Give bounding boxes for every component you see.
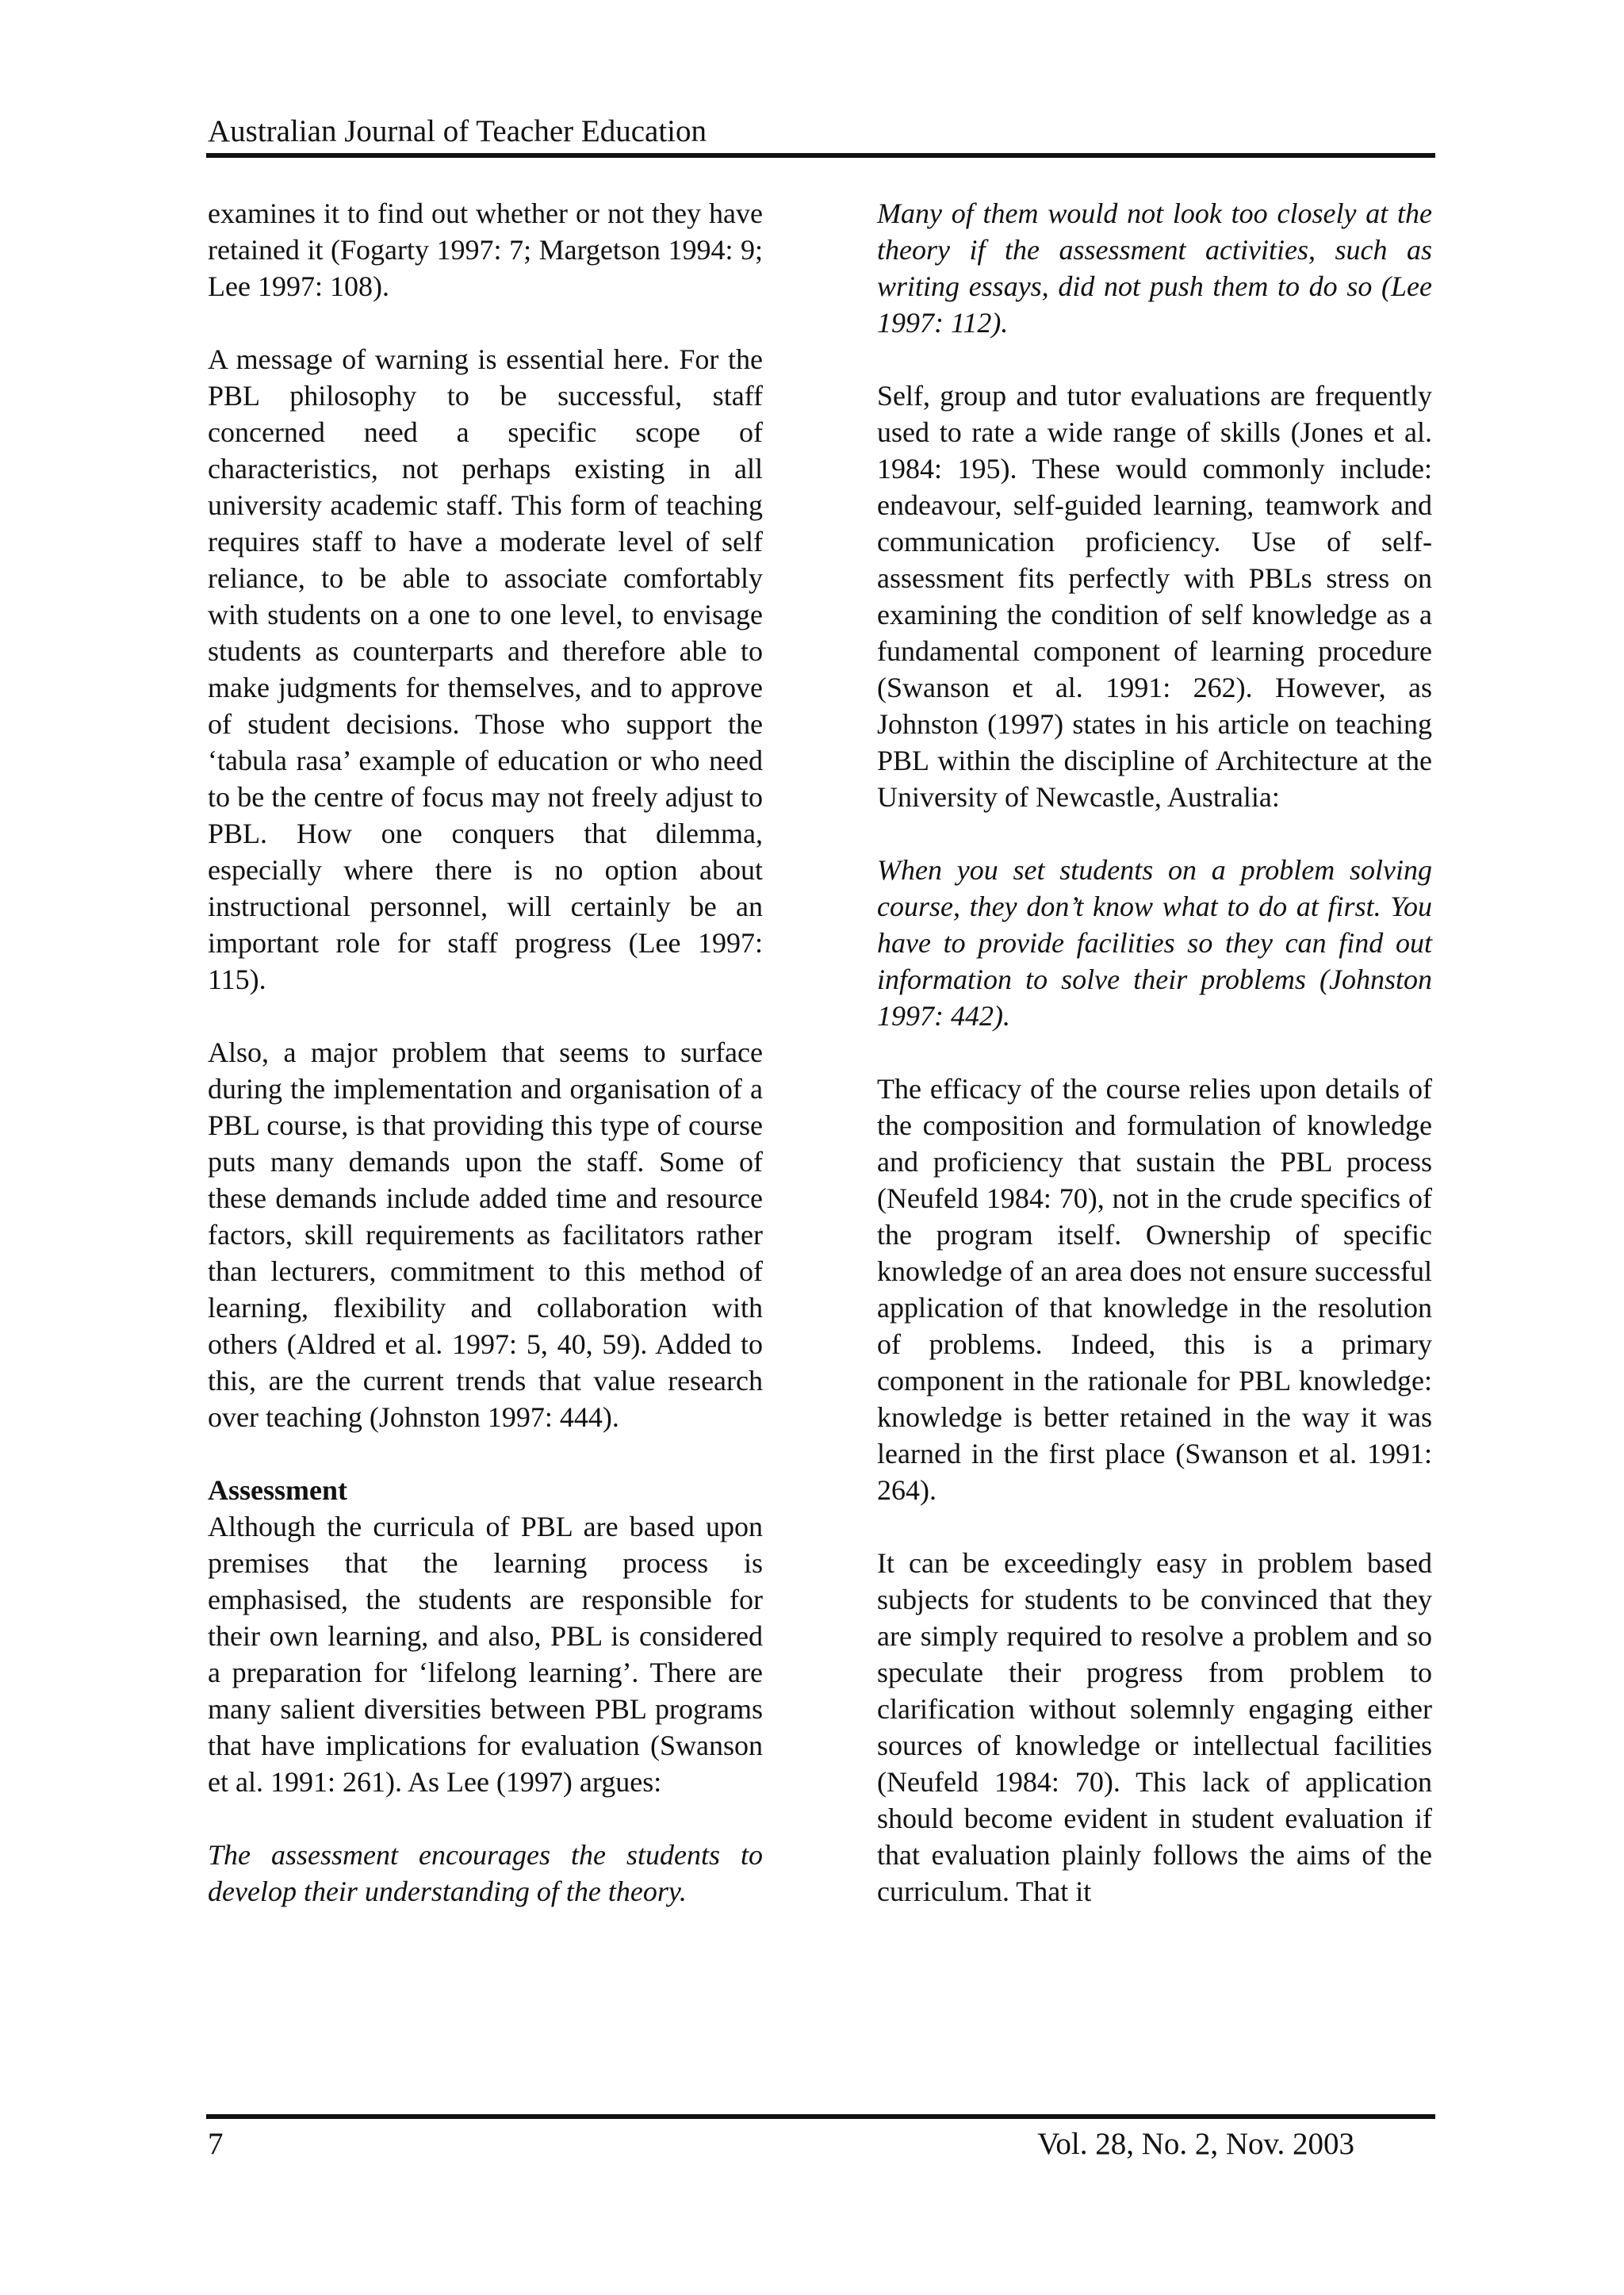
left-column	[208, 195, 763, 1910]
left-paragraph-3: Also, a major problem that seems to surface during the implementation and organisation of a PBL course, is that providing this type of course puts many demands upon the staff. Some of these demands include added time and resource factors, skill requirements as facilitators rather than lecturers, commitment to this method of learning, flexibility and collaboration with others (Aldred et al. 1997: 5, 40, 59). Added to this, are the current trends that value research over teaching (Johnston 1997: 444).	[208, 1036, 763, 1433]
section-heading-assessment: Assessment	[208, 1474, 347, 1506]
right-quote-2: When you set students on a problem solving course, they don’t know what to do at first. You have to provide facilities so they can find out information to solve their problems (Johnston 1997: 442).	[877, 854, 1432, 1032]
header-rule	[206, 153, 1435, 158]
left-paragraph-2: A message of warning is essential here. For the PBL philosophy to be successful, staff concerned need a specific scope of characteristics, not perhaps existing in all university academic staff. This form of teaching requires staff to have a moderate level of self reliance, to be able to associate comfortably with students on a one to one level, to envisage students as counterparts and therefore able to make judgments for themselves, and to approve of student decisions. Those who support the ‘tabula rasa’ example of education or who need to be the centre of focus may not freely adjust to PBL. How one conquers that dilemma, especially where there is no option about instructional personnel, will certainly be an important role for staff progress (Lee 1997: 115).	[208, 343, 763, 995]
right-column	[877, 195, 1432, 1910]
running-head: Australian Journal of Teacher Education	[208, 114, 707, 148]
right-paragraph-3: It can be exceedingly easy in problem based subjects for students to be convinced that they are simply required to resolve a problem and so speculate their progress from problem to clarification without solemnly engaging either sources of knowledge or intellectual facilities (Neufeld 1984: 70). This lack of application should become evident in student evaluation if that evaluation plainly follows the aims of the curriculum. That it	[877, 1547, 1432, 1907]
right-paragraph-1: Self, group and tutor evaluations are frequently used to rate a wide range of skills (Jones et al. 1984: 195). These would commonly include: endeavour, self-guided learning, teamwork and communication proficiency. Use of self-assessment fits perfectly with PBLs stress on examining the condition of self knowledge as a fundamental component of learning procedure (Swanson et al. 1991: 262). However, as Johnston (1997) states in his article on teaching PBL within the discipline of Architecture at the University of Newcastle, Australia:	[877, 380, 1432, 813]
right-quote-1: Many of them would not look too closely at the theory if the assessment activities, such as writing essays, did not push them to do so (Lee 1997: 112).	[877, 197, 1432, 339]
left-paragraph-4: Although the curricula of PBL are based upon premises that the learning process is emphasised, the students are responsible for their own learning, and also, PBL is considered a preparation for ‘lifelong learning’. There are many salient diversities between PBL programs that have implications for evaluation (Swanson et al. 1991: 261). As Lee (1997) argues:	[208, 1511, 763, 1798]
left-quote: The assessment encourages the students to develop their understanding of the theory.	[208, 1839, 763, 1907]
footer-rule	[206, 2114, 1435, 2119]
left-paragraph-1: examines it to find out whether or not they have retained it (Fogarty 1997: 7; Margetson 1994: 9; Lee 1997: 108).	[208, 197, 763, 302]
page-number: 7	[208, 2127, 224, 2161]
right-paragraph-2: The efficacy of the course relies upon details of the composition and formulation of knowledge and proficiency that sustain the PBL process (Neufeld 1984: 70), not in the crude specifics of the program itself. Ownership of specific knowledge of an area does not ensure successful application of that knowledge in the resolution of problems. Indeed, this is a primary component in the rationale for PBL knowledge: knowledge is better retained in the way it was learned in the first place (Swanson et al. 1991: 264).	[877, 1073, 1432, 1506]
issue-info: Vol. 28, No. 2, Nov. 2003	[1037, 2127, 1354, 2161]
